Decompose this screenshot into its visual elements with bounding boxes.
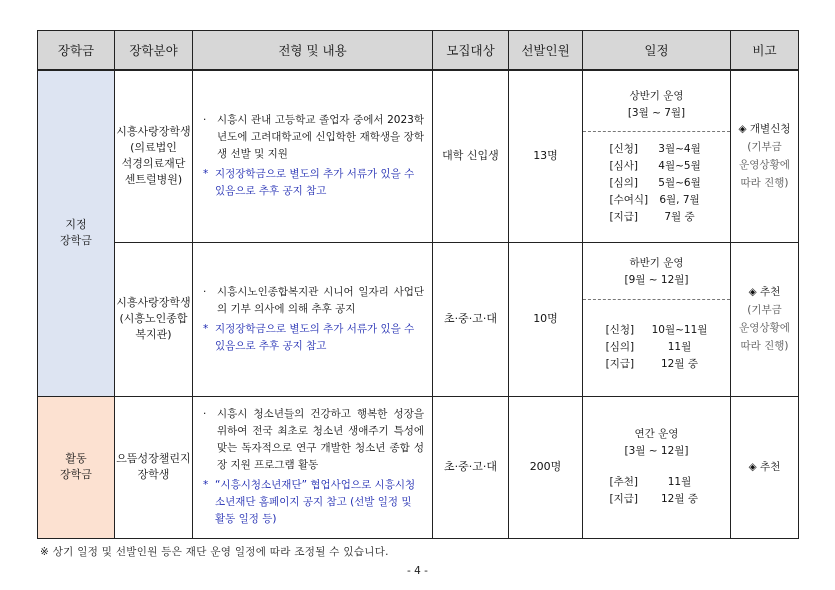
schedule-cell bbox=[583, 242, 731, 396]
field-cell: 으뜸성장챌린지 장학생 bbox=[115, 396, 193, 538]
scholarship-table bbox=[37, 30, 799, 539]
content-text: 시흥시노인종합복지관 시니어 일자리 사업단의 기부 의사에 의해 추후 공지 bbox=[217, 285, 424, 315]
remark-label: ◈ 추천 bbox=[748, 286, 781, 298]
field-cell: 시흥사랑장학생 (시흥노인종합복지관) bbox=[115, 242, 193, 396]
header-schedule: 일정 bbox=[583, 31, 731, 71]
category-designated: 지정 장학금 bbox=[38, 70, 115, 396]
target-cell: 대학 신입생 bbox=[433, 70, 509, 242]
header-row bbox=[38, 31, 799, 71]
schedule-period: 하반기 운영 [9월 ~ 12월] bbox=[583, 247, 730, 300]
note-mark: * bbox=[203, 322, 209, 335]
content-text: 시흥시 관내 고등학교 졸업자 중에서 2023학년도에 고려대학교에 신입학한 재학생을 장학생 선발 및 지원 bbox=[217, 114, 424, 161]
remark-label: ◈ 개별신청 bbox=[738, 123, 791, 136]
target-cell: 초·중·고·대 bbox=[433, 396, 509, 538]
header-field: 장학분야 bbox=[115, 31, 193, 71]
note-mark: * bbox=[203, 479, 209, 491]
remark-label: ◈ 추천 bbox=[748, 461, 781, 473]
schedule-steps: [추천] 11월 [지급] 12월 중 bbox=[609, 476, 698, 505]
bullet-mark: · bbox=[203, 408, 207, 420]
note-mark: * bbox=[203, 168, 209, 181]
remarks-cell bbox=[731, 396, 799, 538]
count-cell: 10명 bbox=[509, 242, 583, 396]
target-cell: 초·중·고·대 bbox=[433, 242, 509, 396]
header-target: 모집대상 bbox=[433, 31, 509, 71]
remarks-cell: ◈ 추천 (기부금 운영상황에 따라 진행) bbox=[731, 242, 799, 396]
content-cell bbox=[193, 70, 433, 242]
schedule-steps: [신청] 10월~11월 [심의] 11월 [지급] 12월 중 bbox=[605, 324, 708, 370]
page-number: - 4 - bbox=[407, 565, 428, 577]
bullet-mark: · bbox=[203, 114, 207, 127]
header-remarks: 비고 bbox=[731, 31, 799, 71]
schedule-period: 연간 운영 [3월 ~ 12월] bbox=[624, 428, 689, 457]
content-cell bbox=[193, 396, 433, 538]
footnote: ※ 상기 일정 및 선발인원 등은 재단 운영 일정에 따라 조정될 수 있습니다. bbox=[40, 546, 389, 558]
content-note: 지정장학금으로 별도의 추가 서류가 있을 수 있음으로 추후 공지 참고 bbox=[215, 322, 415, 352]
schedule-cell bbox=[583, 70, 731, 242]
table-row bbox=[38, 242, 799, 396]
schedule-cell bbox=[583, 396, 731, 538]
table-row bbox=[38, 396, 799, 538]
remarks-cell: ◈ 개별신청 (기부금 운영상황에 따라 진행) bbox=[731, 70, 799, 242]
header-scholarship: 장학금 bbox=[38, 31, 115, 71]
header-content: 전형 및 내용 bbox=[193, 31, 433, 71]
count-cell: 13명 bbox=[509, 70, 583, 242]
content-cell bbox=[193, 242, 433, 396]
count-cell: 200명 bbox=[509, 396, 583, 538]
header-count: 선발인원 bbox=[509, 31, 583, 71]
schedule-steps: [신청] 3월~4월 [심사] 4월~5월 [심의] 5월~6월 [수여식] 6월, 7월 [지급] 7월 중 bbox=[609, 142, 701, 223]
content-text: 시흥시 청소년들의 건강하고 행복한 성장을 위하여 전국 최초로 청소년 생애주기 특성에 맞는 독자적으로 연구 개발한 청소년 종합 성장 지원 프로그램 활동 bbox=[217, 408, 424, 471]
table-row bbox=[38, 70, 799, 242]
content-note: 지정장학금으로 별도의 추가 서류가 있을 수 있음으로 추후 공지 참고 bbox=[215, 168, 415, 198]
content-note: “시흥시청소년재단” 협업사업으로 시흥시청소년재단 홈페이지 공지 참고 (선발 일정 및 활동 일정 등) bbox=[215, 479, 416, 525]
bullet-mark: · bbox=[203, 285, 207, 298]
schedule-period: 상반기 운영 [3월 ~ 7월] bbox=[583, 81, 730, 132]
field-cell: 시흥사랑장학생 (의료법인 석경의료재단 센트럴병원) bbox=[115, 70, 193, 242]
category-activity: 활동 장학금 bbox=[38, 396, 115, 538]
